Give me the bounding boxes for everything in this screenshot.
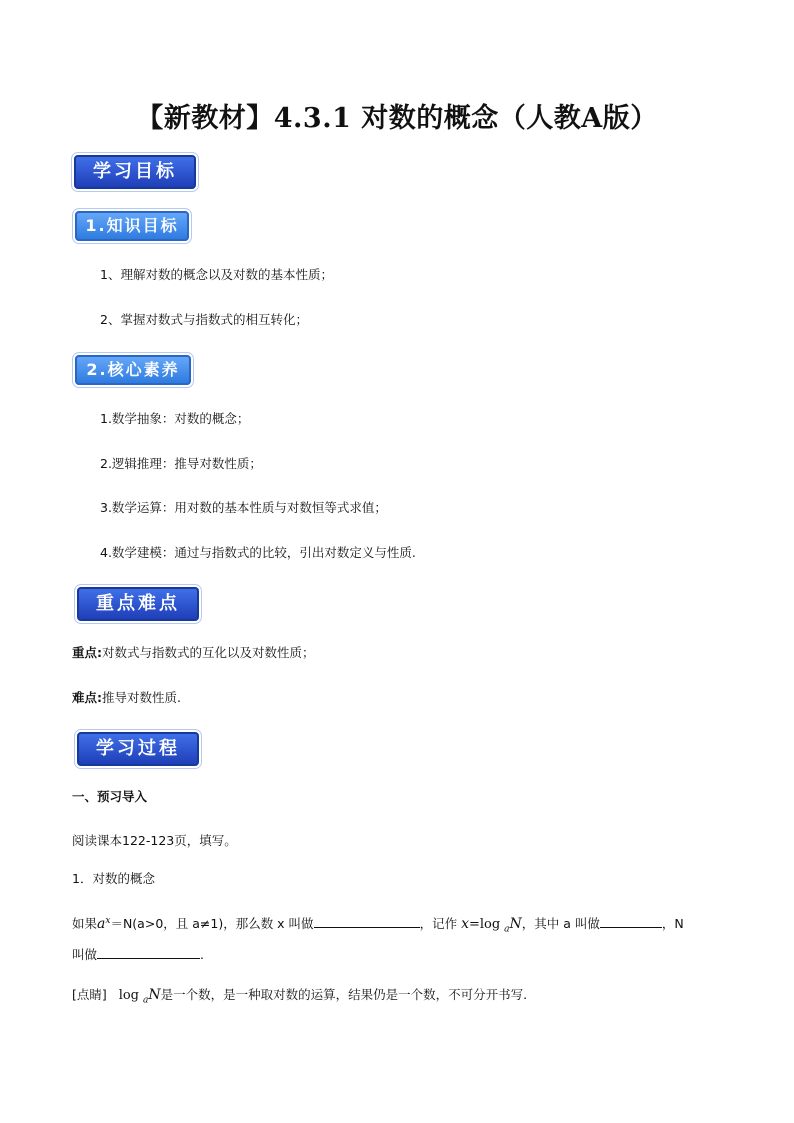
knowledge-item-1: 1、理解对数的概念以及对数的基本性质； — [100, 267, 333, 282]
key-point-line — [72, 644, 315, 662]
page-title: 【新教材】4.3.1 对数的概念（人教A版） — [136, 103, 658, 134]
difficult-point-label: 难点: — [72, 690, 102, 705]
knowledge-item-2: 2、掌握对数式与指数式的相互转化； — [100, 312, 308, 327]
literacy-item-1: 1.数学抽象：对数的概念； — [100, 411, 250, 426]
key-points-badge: 重点难点 — [77, 587, 199, 621]
note-line: [点睛] log $_a$N是一个数，是一种取对数的运算，结果仍是一个数，不可分开书写. — [72, 987, 528, 1006]
item-log-concept: 1．对数的概念 — [72, 871, 155, 886]
definition-line-1: 如果$a^x=N(a>0$，且 a≠1)，那么数 x 叫做 ，记作 x=log $_a$N，其中 a 叫做 ，N — [72, 912, 684, 939]
literacy-item-3: 3.数学运算：用对数的基本性质与对数恒等式求值； — [100, 500, 387, 515]
key-point-text: 对数式与指数式的互化以及对数性质； — [102, 645, 315, 660]
literacy-item-4: 4.数学建模：通过与指数式的比较，引出对数定义与性质. — [100, 545, 416, 560]
learning-process-badge: 学习过程 — [77, 732, 199, 766]
note-label: [点睛] — [72, 987, 107, 1002]
blank-antilog-term — [97, 944, 200, 959]
difficult-point-text: 推导对数性质. — [102, 690, 181, 705]
section-heading-preview: 一、预习导入 — [72, 789, 148, 804]
reading-instruction: 阅读课本122-123页，填写。 — [72, 833, 237, 848]
literacy-item-2: 2.逻辑推理：推导对数性质； — [100, 456, 262, 471]
learning-goals-badge: 学习目标 — [74, 155, 196, 189]
knowledge-goals-badge: 1.知识目标 — [75, 211, 189, 241]
difficult-point-line — [72, 689, 181, 707]
blank-base-term — [600, 913, 662, 928]
key-point-label: 重点: — [72, 645, 102, 660]
core-literacy-badge: 2.核心素养 — [75, 355, 191, 385]
definition-line-2: 叫做 . — [72, 944, 204, 964]
blank-log-term — [314, 913, 420, 928]
note-text: 是一个数，是一种取对数的运算，结果仍是一个数，不可分开书写. — [160, 987, 528, 1002]
